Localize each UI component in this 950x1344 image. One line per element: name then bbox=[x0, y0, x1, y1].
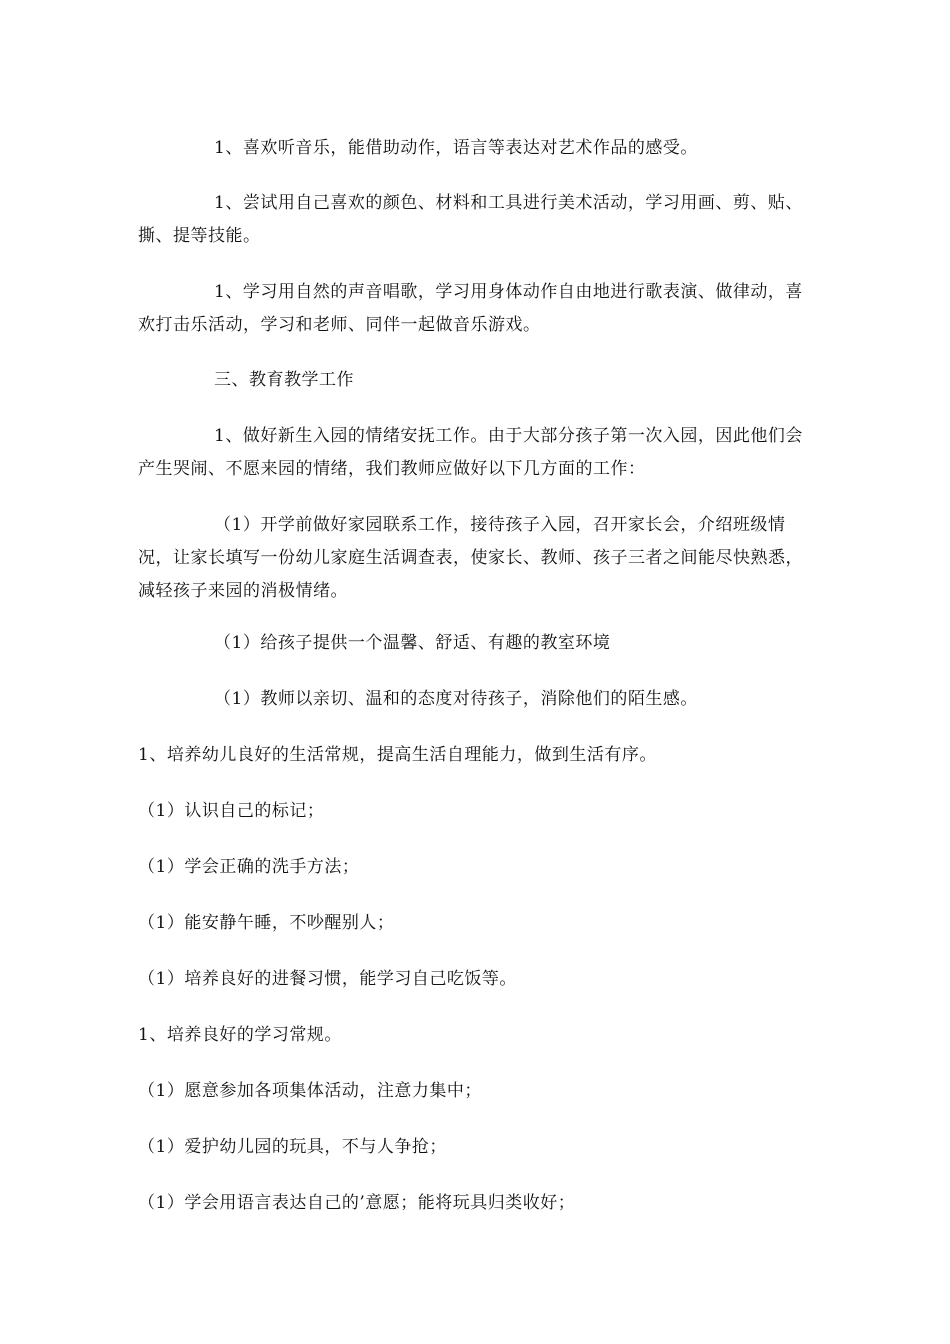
list-item-own-mark: （1）认识自己的标记； bbox=[138, 801, 325, 821]
paragraph-life-routine: 1、培养幼儿良好的生活常规，提高生活自理能力，做到生活有序。 bbox=[138, 745, 657, 765]
list-item-toys-care: （1）爱护幼儿园的玩具，不与人争抢； bbox=[138, 1137, 447, 1157]
paragraph-new-student-emotions: 1、做好新生入园的情绪安抚工作。由于大部分孩子第一次入园，因此他们会产生哭闹、不愿来园的情绪，我们教师应做好以下几方面的工作： bbox=[138, 426, 803, 479]
paragraph-classroom-environment: （1）给孩子提供一个温馨、舒适、有趣的教室环境 bbox=[214, 633, 611, 653]
paragraph-music-appreciation: 1、喜欢听音乐，能借助动作，语言等表达对艺术作品的感受。 bbox=[214, 138, 698, 158]
paragraph-art-activities: 1、尝试用自己喜欢的颜色、材料和工具进行美术活动，学习用画、剪、贴、撕、提等技能。 bbox=[138, 193, 803, 246]
list-item-nap: （1）能安静午睡，不吵醒别人； bbox=[138, 913, 395, 933]
paragraph-learning-routine: 1、培养良好的学习常规。 bbox=[138, 1025, 342, 1045]
list-item-express-wishes: （1）学会用语言表达自己的’意愿；能将玩具归类收好； bbox=[138, 1193, 576, 1213]
list-item-group-activities: （1）愿意参加各项集体活动，注意力集中； bbox=[138, 1081, 482, 1101]
list-item-eating-habits: （1）培养良好的进餐习惯，能学习自己吃饭等。 bbox=[138, 969, 517, 989]
paragraph-parent-contact: （1）开学前做好家园联系工作，接待孩子入园，召开家长会，介绍班级情况，让家长填写一份幼儿家庭生活调查表，使家长、教师、孩子三者之间能尽快熟悉，减轻孩子来园的消极情绪。 bbox=[138, 515, 803, 601]
section-heading-teaching-work: 三、教育教学工作 bbox=[214, 370, 354, 390]
paragraph-singing: 1、学习用自然的声音唱歌，学习用身体动作自由地进行歌表演、做律动，喜欢打击乐活动，学习和老师、同伴一起做音乐游戏。 bbox=[138, 282, 803, 335]
list-item-handwashing: （1）学会正确的洗手方法； bbox=[138, 857, 360, 877]
paragraph-teacher-attitude: （1）教师以亲切、温和的态度对待孩子，消除他们的陌生感。 bbox=[214, 689, 698, 709]
